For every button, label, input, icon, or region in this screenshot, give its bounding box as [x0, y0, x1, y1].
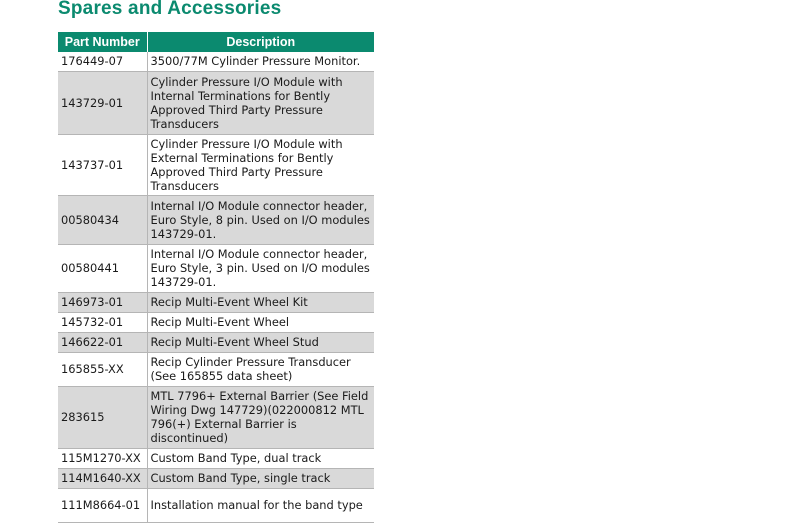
table-row	[58, 244, 374, 292]
table-header-row	[58, 32, 374, 52]
part-number-cell: 143729-01	[58, 71, 147, 134]
part-number-cell: 00580441	[58, 244, 147, 292]
table-row	[58, 134, 374, 195]
part-number-cell: 114M1640-XX	[58, 468, 147, 488]
header-part-number: Part Number	[58, 32, 147, 52]
table-row	[58, 71, 374, 134]
table-row	[58, 352, 374, 386]
description-cell: MTL 7796+ External Barrier (See Field Wiring Dwg 147729)(022000812 MTL 796(+) External Barrier is discontinued)	[147, 386, 374, 448]
spares-table	[58, 32, 374, 523]
description-cell: Recip Multi-Event Wheel Stud	[147, 332, 374, 352]
description-cell: Cylinder Pressure I/O Module with Internal Terminations for Bently Approved Third Party Pressure Transducers	[147, 71, 374, 134]
table-row	[58, 195, 374, 244]
part-number-cell: 111M8664-01	[58, 488, 147, 522]
table-row	[58, 386, 374, 448]
part-number-cell: 176449-07	[58, 52, 147, 71]
part-number-cell: 145732-01	[58, 312, 147, 332]
section-title: Spares and Accessories	[58, 0, 282, 19]
part-number-cell: 165855-XX	[58, 352, 147, 386]
table-row	[58, 448, 374, 468]
part-number-cell: 146622-01	[58, 332, 147, 352]
part-number-cell: 146973-01	[58, 292, 147, 312]
description-cell: Internal I/O Module connector header, Euro Style, 3 pin. Used on I/O modules 143729-01.	[147, 244, 374, 292]
table-body	[58, 52, 374, 522]
description-cell: Internal I/O Module connector header, Euro Style, 8 pin. Used on I/O modules 143729-01.	[147, 195, 374, 244]
table-row	[58, 468, 374, 488]
table-row	[58, 488, 374, 522]
table-row	[58, 292, 374, 312]
part-number-cell: 143737-01	[58, 134, 147, 195]
description-cell: 3500/77M Cylinder Pressure Monitor.	[147, 52, 374, 71]
part-number-cell: 115M1270-XX	[58, 448, 147, 468]
description-cell: Installation manual for the band type	[147, 488, 374, 522]
description-cell: Recip Multi-Event Wheel Kit	[147, 292, 374, 312]
description-cell: Recip Cylinder Pressure Transducer (See 165855 data sheet)	[147, 352, 374, 386]
description-cell: Custom Band Type, single track	[147, 468, 374, 488]
header-description: Description	[147, 32, 374, 52]
table-row	[58, 52, 374, 71]
description-cell: Recip Multi-Event Wheel	[147, 312, 374, 332]
description-cell: Custom Band Type, dual track	[147, 448, 374, 468]
description-cell: Cylinder Pressure I/O Module with External Terminations for Bently Approved Third Party Pressure Transducers	[147, 134, 374, 195]
table-row	[58, 312, 374, 332]
part-number-cell: 283615	[58, 386, 147, 448]
part-number-cell: 00580434	[58, 195, 147, 244]
table-row	[58, 332, 374, 352]
